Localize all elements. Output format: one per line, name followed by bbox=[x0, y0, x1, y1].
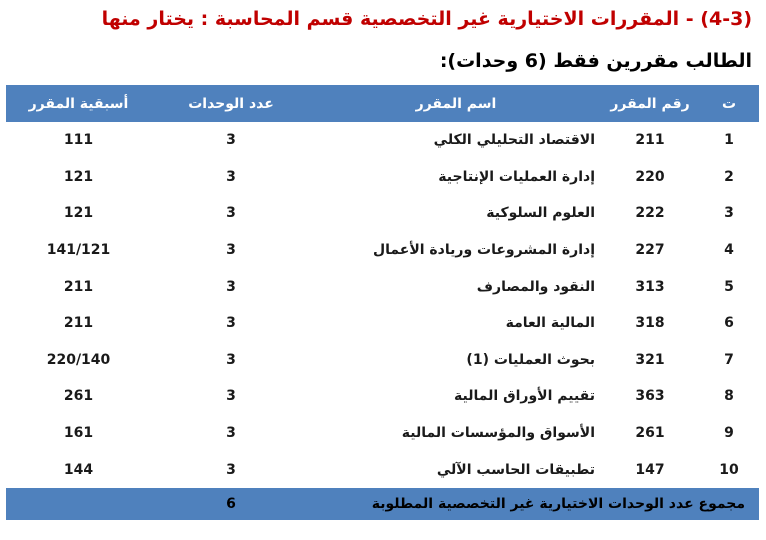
cell-prereq: 144 bbox=[63, 461, 94, 478]
table-row bbox=[6, 342, 759, 379]
cell-prereq: 161 bbox=[63, 425, 94, 442]
cell-name: الأسواق والمؤسسات المالية bbox=[401, 425, 595, 442]
cell-name: إدارة المشروعات وريادة الأعمال bbox=[372, 242, 595, 259]
header-no: ت bbox=[699, 85, 759, 122]
cell-name: إدارة العمليات الإنتاجية bbox=[438, 168, 595, 185]
cell-no: 2 bbox=[724, 168, 734, 185]
cell-no: 3 bbox=[724, 205, 734, 222]
cell-name: النقود والمصارف bbox=[476, 278, 595, 295]
cell-name: المالية العامة bbox=[505, 315, 595, 332]
cell-code: 261 bbox=[635, 425, 665, 442]
cell-prereq: 211 bbox=[63, 278, 94, 295]
cell-no: 8 bbox=[724, 388, 734, 405]
cell-units: 3 bbox=[226, 388, 236, 405]
cell-no: 6 bbox=[724, 315, 734, 332]
cell-prereq: 121 bbox=[63, 168, 94, 185]
cell-code: 147 bbox=[635, 461, 665, 478]
cell-prereq: 220/140 bbox=[46, 351, 111, 368]
cell-code: 211 bbox=[635, 132, 665, 149]
cell-name: الاقتصاد التحليلي الكلي bbox=[433, 132, 595, 149]
cell-no: 10 bbox=[719, 461, 739, 478]
section-title: (4-3) - المقررات الاختيارية غير التخصصية قسم المحاسبة : يختار منها bbox=[101, 8, 752, 30]
cell-prereq: 261 bbox=[63, 388, 94, 405]
header-code: رقم المقرر bbox=[601, 85, 699, 122]
cell-code: 321 bbox=[635, 351, 665, 368]
cell-no: 5 bbox=[724, 278, 734, 295]
cell-units: 3 bbox=[226, 168, 236, 185]
table-row bbox=[6, 122, 759, 159]
cell-units: 3 bbox=[226, 351, 236, 368]
cell-name: تقييم الأوراق المالية bbox=[454, 388, 595, 405]
total-label: مجموع عدد الوحدات الاختيارية غير التخصصية المطلوبة bbox=[311, 488, 759, 520]
total-units: 6 bbox=[151, 488, 311, 520]
cell-units: 3 bbox=[226, 278, 236, 295]
table-row bbox=[6, 451, 759, 488]
cell-prereq: 111 bbox=[63, 132, 94, 149]
cell-no: 7 bbox=[724, 351, 734, 368]
cell-units: 3 bbox=[226, 315, 236, 332]
table-row bbox=[6, 415, 759, 452]
cell-name: العلوم السلوكية bbox=[486, 205, 595, 222]
table-row bbox=[6, 305, 759, 342]
header-prereq: أسبقية المقرر bbox=[6, 85, 151, 122]
cell-units: 3 bbox=[226, 132, 236, 149]
cell-units: 3 bbox=[226, 461, 236, 478]
cell-code: 222 bbox=[635, 205, 665, 222]
cell-name: تطبيقات الحاسب الآلي bbox=[436, 461, 595, 478]
section-subtitle: الطالب مقررين فقط (6 وحدات): bbox=[439, 50, 752, 72]
cell-units: 3 bbox=[226, 242, 236, 259]
table-row bbox=[6, 268, 759, 305]
cell-prereq: 121 bbox=[63, 205, 94, 222]
table-row bbox=[6, 195, 759, 232]
cell-units: 3 bbox=[226, 205, 236, 222]
cell-name: بحوث العمليات (1) bbox=[466, 351, 595, 368]
cell-code: 318 bbox=[635, 315, 665, 332]
total-empty-cell bbox=[6, 488, 151, 520]
cell-units: 3 bbox=[226, 425, 236, 442]
cell-prereq: 141/121 bbox=[46, 242, 111, 259]
cell-prereq: 211 bbox=[63, 315, 94, 332]
total-row bbox=[6, 488, 759, 520]
cell-no: 1 bbox=[724, 132, 734, 149]
courses-table bbox=[6, 85, 759, 520]
table-row bbox=[6, 232, 759, 269]
cell-no: 9 bbox=[724, 425, 734, 442]
table-row bbox=[6, 159, 759, 196]
cell-no: 4 bbox=[724, 242, 734, 259]
cell-code: 227 bbox=[635, 242, 665, 259]
table-header-row bbox=[6, 85, 759, 122]
header-units: عدد الوحدات bbox=[151, 85, 311, 122]
cell-code: 313 bbox=[635, 278, 665, 295]
table-row bbox=[6, 378, 759, 415]
cell-code: 363 bbox=[635, 388, 665, 405]
header-name: اسم المقرر bbox=[311, 85, 601, 122]
cell-code: 220 bbox=[635, 168, 665, 185]
